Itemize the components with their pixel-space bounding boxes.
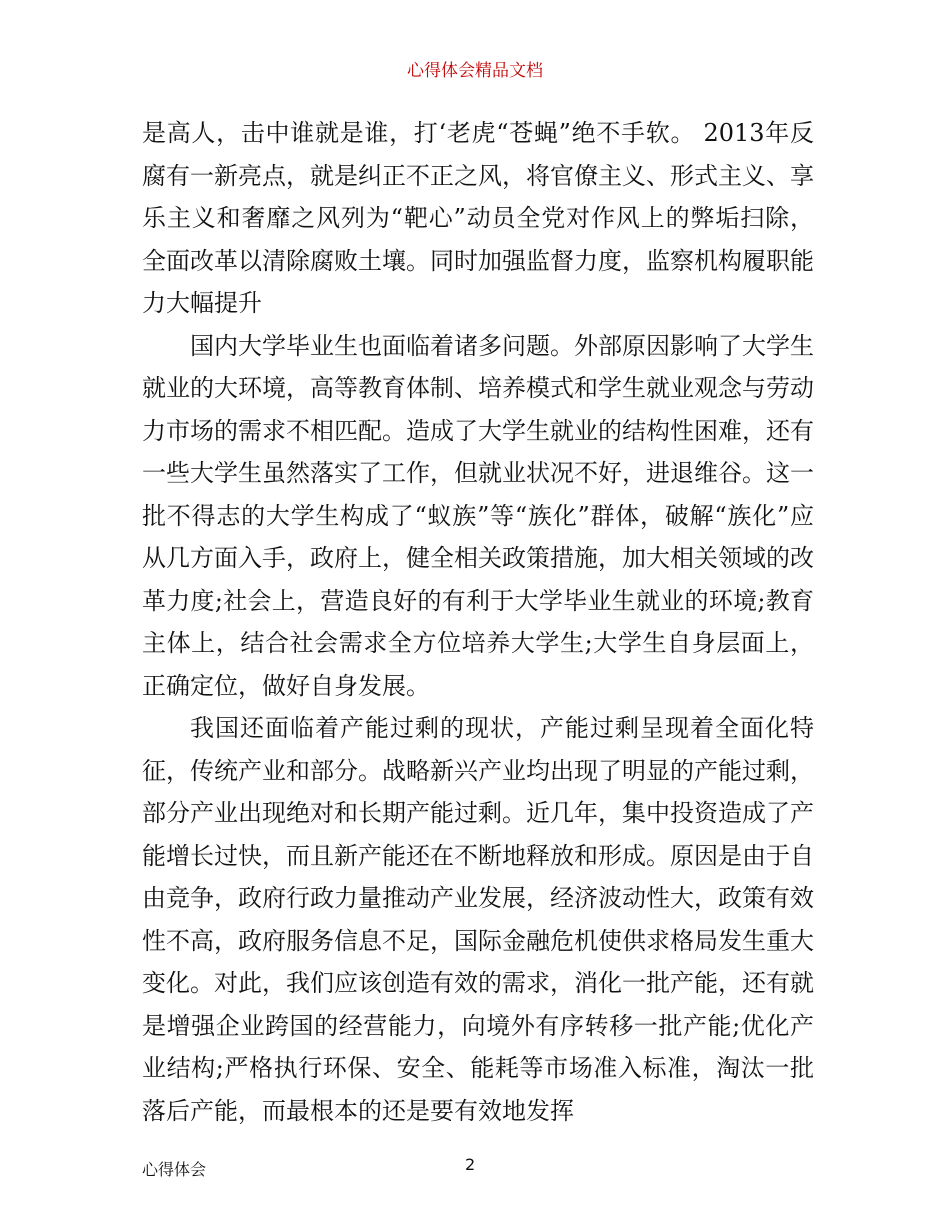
paragraph-continuation: 是高人，击中谁就是谁，打‘老虎“苍蝇”绝不手软。 2013年反腐有一新亮点，就是纠正不正之风，将官僚主义、形式主义、享乐主义和奢靡之风列为“靶心”动员全党对作风上的弊垢扫除，全面改革以清除腐败土壤。同时加强监督力度，监察机构履职能力大幅提升 [142,119,814,317]
page-number: 2 [465,1155,476,1174]
document-body [142,112,814,1132]
page-header-title: 心得体会精品文档 [407,61,543,81]
page-footer-label: 心得体会 [142,1160,207,1179]
paragraph-graduates: 国内大学毕业生也面临着诸多问题。外部原因影响了大学生就业的大环境，高等教育体制、培养模式和学生就业观念与劳动力市场的需求不相匹配。造成了大学生就业的结构性困难，还有一些大学生虽然落实了工作，但就业状况不好，进退维谷。这一批不得志的大学生构成了“蚁族”等“族化”群体，破解“族化”应从几方面入手，政府上，健全相关政策措施，加大相关领域的改革力度;社会上，营造良好的有利于大学毕业生就业的环境;教育主体上，结合社会需求全方位培养大学生;大学生自身层面上，正确定位，做好自身发展。 [142,331,814,700]
paragraph-overcapacity: 我国还面临着产能过剩的现状，产能过剩呈现着全面化特征，传统产业和部分。战略新兴产业均出现了明显的产能过剩，部分产业出现绝对和长期产能过剩。近几年，集中投资造成了产能增长过快，而且新产能还在不断地释放和形成。原因是由于自由竞争，政府行政力量推动产业发展，经济波动性大，政策有效性不高，政府服务信息不足，国际金融危机使供求格局发生重大变化。对此，我们应该创造有效的需求，消化一批产能，还有就是增强企业跨国的经营能力，向境外有序转移一批产能;优化产业结构;严格执行环保、安全、能耗等市场准入标准，淘汰一批落后产能，而最根本的还是要有效地发挥 [142,714,814,1125]
